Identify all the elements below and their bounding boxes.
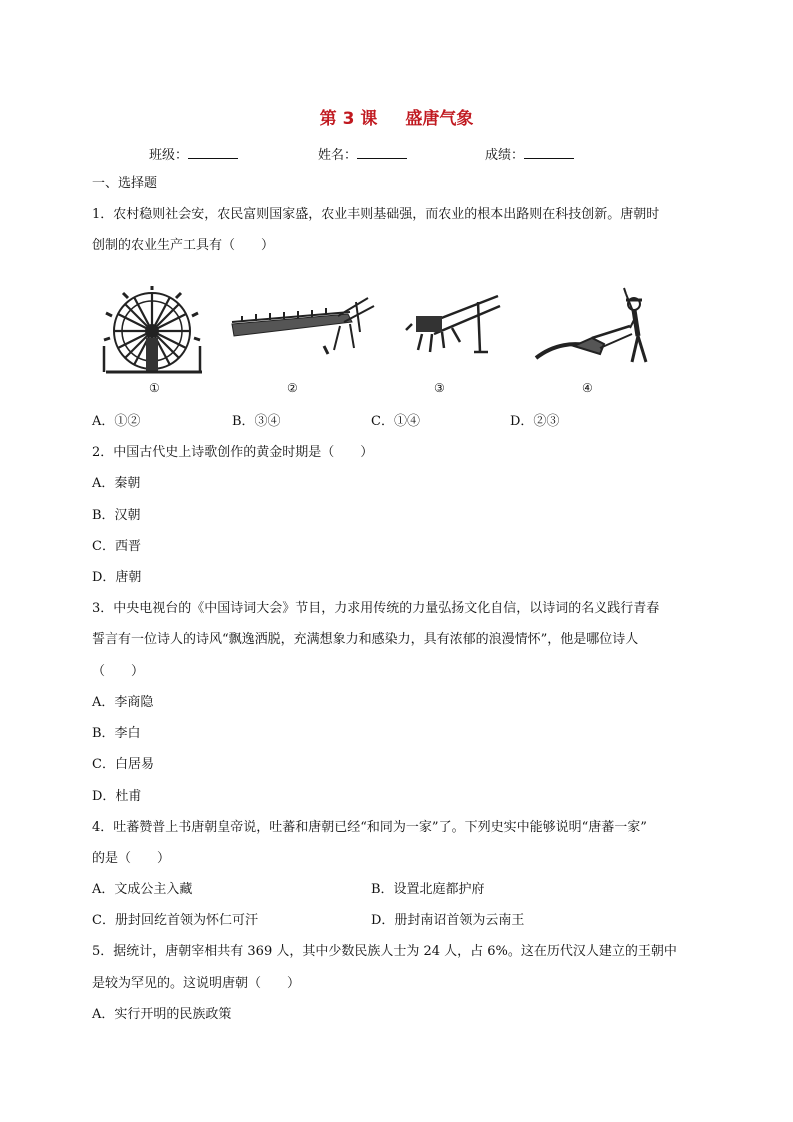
q2-stem: 2．中国古代史上诗歌创作的黄金时期是（ ） [92, 445, 374, 460]
q4-stem-line1: 4．吐蕃赞普上书唐朝皇帝说，吐蕃和唐朝已经“和同为一家”了。下列史实中能够说明“唐蕃一家” [92, 820, 647, 835]
q2-option-b[interactable]: B．汉朝 [92, 508, 141, 523]
farmer-plowing-image [534, 284, 660, 368]
q2-option-c[interactable]: C．西晋 [92, 539, 141, 554]
q3-stem-line2: 誓言有一位诗人的诗风“飘逸洒脱，充满想象力和感染力，具有浓郁的浪漫情怀”，他是哪位诗人 [92, 632, 639, 647]
q4-option-a[interactable]: A．文成公主入藏 [92, 882, 193, 897]
lesson-number: 第 3 课 [319, 109, 378, 129]
score-label: 成绩： [485, 148, 525, 163]
q3-option-b[interactable]: B．李白 [92, 726, 141, 741]
q1-stem-line2: 创制的农业生产工具有（ ） [92, 238, 275, 253]
q2-option-d[interactable]: D．唐朝 [92, 570, 142, 585]
q2-option-a[interactable]: A．秦朝 [92, 476, 141, 491]
q3-stem-line3: （ ） [92, 664, 145, 679]
q1-option-c[interactable]: C．①④ [371, 414, 420, 429]
water-wheel-image [98, 286, 210, 378]
figure-label-4: ④ [582, 381, 593, 395]
q5-option-a[interactable]: A．实行开明的民族政策 [92, 1007, 232, 1022]
q3-option-a[interactable]: A．李商隐 [92, 695, 154, 710]
name-blank[interactable] [357, 146, 407, 159]
class-label: 班级： [149, 148, 189, 163]
q3-option-c[interactable]: C．白居易 [92, 757, 154, 772]
figure-label-1: ① [149, 381, 160, 395]
q4-stem-line2: 的是（ ） [92, 851, 171, 866]
name-field [318, 144, 407, 163]
q1-option-a[interactable]: A．①② [92, 414, 141, 429]
chain-pump-image [228, 292, 378, 358]
q5-stem-line1: 5．据统计，唐朝宰相共有 369 人，其中少数民族人士为 24 人，占 6%。这在历代汉人建立的王朝中 [92, 944, 677, 959]
q4-option-d[interactable]: D．册封南诏首领为云南王 [371, 913, 525, 928]
lesson-name: 盛唐气象 [405, 109, 474, 129]
q4-option-c[interactable]: C．册封回纥首领为怀仁可汗 [92, 913, 258, 928]
figure-label-2: ② [287, 381, 298, 395]
name-label: 姓名： [318, 148, 358, 163]
q3-stem-line1: 3．中央电视台的《中国诗词大会》节目，力求用传统的力量弘扬文化自信，以诗词的名义践行青春 [92, 601, 660, 616]
q1-stem-line1: 1．农村稳则社会安，农民富则国家盛，农业丰则基础强，而农业的根本出路则在科技创新。唐朝时 [92, 207, 660, 222]
page-title [0, 104, 793, 129]
q4-option-b[interactable]: B．设置北庭都护府 [371, 882, 485, 897]
q5-stem-line2: 是较为罕见的。这说明唐朝（ ） [92, 976, 301, 991]
class-blank[interactable] [188, 146, 238, 159]
q1-option-d[interactable]: D．②③ [510, 414, 560, 429]
score-blank[interactable] [524, 146, 574, 159]
figure-label-3: ③ [434, 381, 445, 395]
curved-plow-image [404, 290, 504, 362]
q1-option-b[interactable]: B．③④ [232, 414, 281, 429]
class-field [149, 144, 238, 163]
q3-option-d[interactable]: D．杜甫 [92, 789, 142, 804]
score-field [485, 144, 574, 163]
section-heading: 一、选择题 [92, 176, 158, 191]
